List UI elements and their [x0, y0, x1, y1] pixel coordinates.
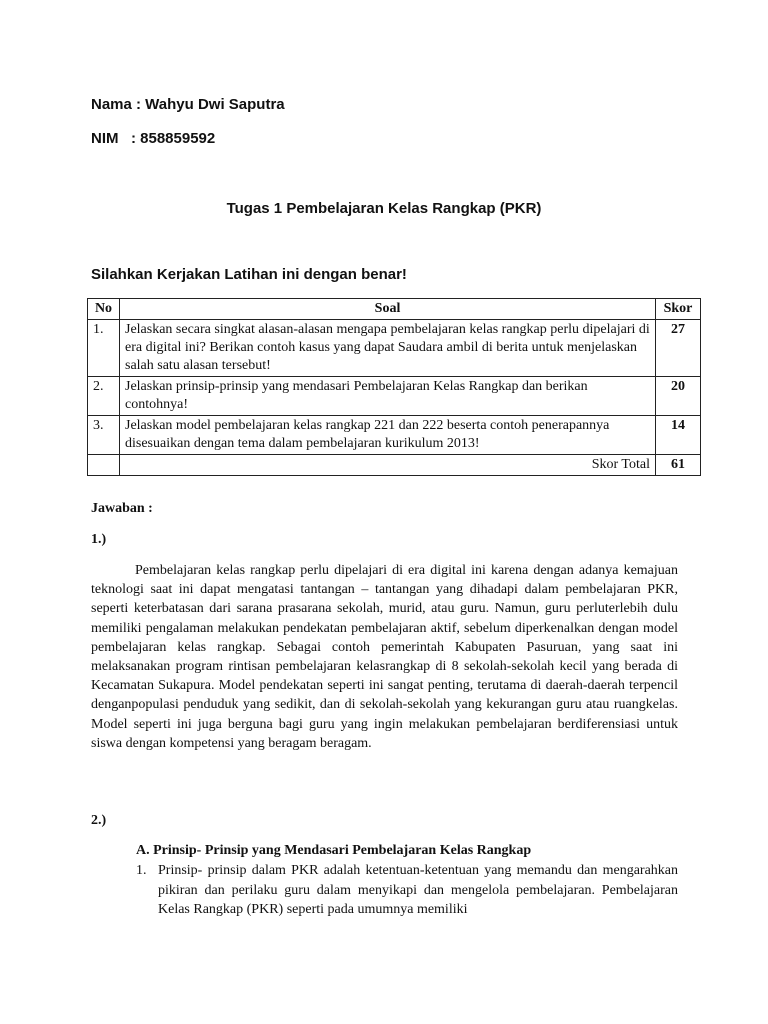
student-name: Nama : Wahyu Dwi Saputra — [91, 96, 285, 113]
row-soal: Jelaskan prinsip-prinsip yang mendasari Pembelajaran Kelas Rangkap dan berikan contohnya! — [120, 377, 656, 416]
row-skor: 14 — [656, 416, 701, 455]
row-soal: Jelaskan model pembelajaran kelas rangkap 221 dan 222 beserta contoh penerapannya disesuaikan dengan tema dalam pembelajaran kurikulum 2013! — [120, 416, 656, 455]
header-skor: Skor — [656, 299, 701, 320]
assignment-title: Tugas 1 Pembelajaran Kelas Rangkap (PKR) — [226, 200, 542, 217]
row-skor: 27 — [656, 320, 701, 377]
answer-1-number: 1.) — [91, 532, 107, 547]
table-row — [88, 320, 701, 377]
row-skor: 20 — [656, 377, 701, 416]
answer-2-list — [136, 861, 678, 920]
table-header-row — [88, 299, 701, 320]
row-no: 3. — [88, 416, 120, 455]
header-soal: Soal — [120, 299, 656, 320]
list-item-text: Prinsip- prinsip dalam PKR adalah ketentuan-ketentuan yang memandu dan mengarahkan pikiran dan perilaku guru dalam menyikapi dan mengelola pembelajaran. Pembelajaran Kelas Rangkap (PKR) seperti pada umumnya memiliki — [158, 863, 678, 917]
row-soal: Jelaskan secara singkat alasan-alasan mengapa pembelajaran kelas rangkap perlu dipelajari di era digital ini? Berikan contoh kasus yang dapat Saudara ambil di berita untuk menjelaskan salah satu alasan tersebut! — [120, 320, 656, 377]
total-value: 61 — [656, 455, 701, 476]
student-nim: NIM : 858859592 — [91, 130, 216, 147]
list-item-marker: 1. — [136, 863, 147, 878]
header-no: No — [88, 299, 120, 320]
list-item — [136, 861, 678, 920]
answer-2-subheading: A. Prinsip- Prinsip yang Mendasari Pembelajaran Kelas Rangkap — [136, 843, 532, 858]
instruction-text: Silahkan Kerjakan Latihan ini dengan benar! — [91, 266, 407, 283]
answer-2-number: 2.) — [91, 813, 107, 828]
question-table — [87, 298, 701, 476]
table-total-row — [88, 455, 701, 476]
answer-1-paragraph: Pembelajaran kelas rangkap perlu dipelajari di era digital ini karena dengan adanya kemajuan teknologi saat ini dapat mengatasi tantangan – tantangan yang dihadapi dalam pembelajaran PKR, seperti keterbatasan dari sarana prasarana sekolah, murid, atau guru. Namun, guru perluterlebih dulu memiliki pengalaman melakukan pendekatan pembelajaran aktif, sebelum diperkenalkan dengan model pembelajaran kelas rangkap. Sebagai contoh pemerintah Kabupaten Pasuruan, yang saat ini melaksanakan program rintisan pembelajaran kelasrangkap di 8 sekolah-sekolah kecil yang berada di Kecamatan Sukapura. Model pendekatan seperti ini sangat penting, terutama di daerah-daerah terpencil denganpopulasi penduduk yang sedikit, dan di sekolah-sekolah yang kekurangan guru atau ruangkelas. Model seperti ini juga berguna bagi guru yang ingin melakukan pembelajaran berdiferensiasi untuk siswa dengan kompetensi yang beragam beragam. — [91, 563, 678, 751]
table-row — [88, 416, 701, 455]
row-no: 2. — [88, 377, 120, 416]
jawaban-label: Jawaban : — [91, 501, 153, 516]
row-no: 1. — [88, 320, 120, 377]
total-empty-cell — [88, 455, 120, 476]
total-label: Skor Total — [120, 455, 656, 476]
table-row — [88, 377, 701, 416]
